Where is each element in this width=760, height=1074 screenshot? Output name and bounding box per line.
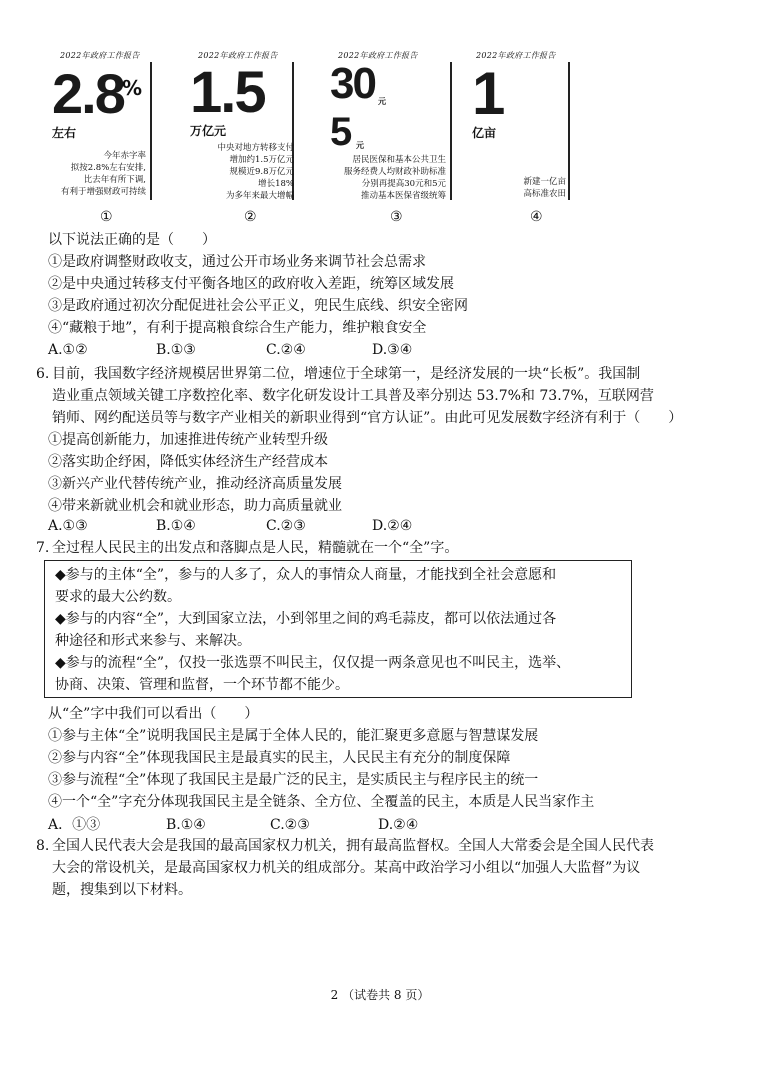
box-line-6: 协商、决策、管理和监督，一个环节都不能少。	[55, 677, 349, 693]
card-big-suffix: 元	[378, 97, 386, 106]
infographic-card-3	[328, 50, 456, 202]
card-unit: 左右	[52, 126, 77, 140]
card-big-number: 30	[330, 59, 375, 108]
card-label-4: ④	[530, 209, 543, 225]
q6-option-a[interactable]: A.①③	[48, 518, 88, 534]
card-header: 2022年政府工作报告	[476, 51, 556, 60]
q5-item-2: ②是中央通过转移支付平衡各地区的政府收入差距，统筹区域发展	[48, 276, 454, 292]
card-big-number: 2.8	[52, 62, 124, 125]
q8-stem-line-2: 大会的常设机关，是最高国家权力机关的组成部分。某高中政治学习小组以“加强人大监督”为议	[52, 860, 641, 876]
q7-ask: 从“全”字中我们可以看出（ ）	[48, 706, 259, 722]
q7-material-box	[44, 560, 632, 698]
q6-item-2: ②落实助企纾困，降低实体经济生产经营成本	[48, 454, 328, 470]
infographic-card-4	[470, 50, 576, 202]
q5-stem: 以下说法正确的是（ ）	[48, 232, 216, 248]
card-description: 居民医保和基本公共卫生 服务经费人均财政补助标准 分别再提高30元和5元 推动基本医保省级统筹	[343, 155, 446, 201]
q6-number: 6.	[36, 366, 50, 382]
card-big-number: 1	[472, 60, 504, 127]
card-header: 2022年政府工作报告	[338, 51, 418, 60]
box-line-2: 要求的最大公约数。	[55, 589, 181, 605]
q7-number: 7.	[36, 540, 50, 556]
q7-options	[48, 814, 418, 834]
card-big-number: 1.5	[190, 60, 265, 125]
card-description: 新建一亿亩 高标准农田	[523, 177, 566, 199]
q5-item-1: ①是政府调整财政收支，通过公开市场业务来调节社会总需求	[48, 254, 426, 270]
q8-stem-line-3: 题，搜集到以下材料。	[52, 882, 192, 898]
page-footer: 2 （试卷共 8 页）	[330, 988, 430, 1002]
card-label-3: ③	[390, 209, 403, 225]
infographic-card-2	[188, 50, 300, 202]
infographic-card-1	[52, 50, 158, 202]
q6-item-4: ④带来新就业机会和就业形态，助力高质量就业	[48, 498, 342, 514]
card-unit: 亿亩	[472, 126, 497, 140]
q5-option-b[interactable]: B.①③	[156, 342, 196, 358]
q5-options	[48, 342, 412, 358]
q7-stem: 全过程人民民主的出发点和落脚点是人民，精髓就在一个“全”字。	[52, 540, 459, 556]
q6-option-c[interactable]: C.②③	[266, 518, 306, 534]
q5-option-d[interactable]: D.③④	[372, 342, 413, 358]
q6-item-1: ①提高创新能力，加速推进传统产业转型升级	[48, 432, 328, 448]
q7-option-a[interactable]: A．①③	[48, 817, 101, 833]
q5-option-c[interactable]: C.②④	[266, 342, 306, 358]
q5-item-4: ④“藏粮于地”，有利于提高粮食综合生产能力，维护粮食安全	[48, 320, 427, 336]
card-description: 今年赤字率 拟按2.8%左右安排, 比去年有所下调, 有利于增强财政可持续	[60, 151, 146, 197]
box-line-1: ◆参与的主体“全”，参与的人多了，众人的事情众人商量，才能找到全社会意愿和	[55, 567, 557, 583]
card-divider	[450, 62, 452, 200]
card-divider	[568, 62, 570, 200]
card-unit: 万亿元	[190, 124, 227, 138]
q7-option-c[interactable]: C.②③	[270, 817, 310, 833]
card-header: 2022年政府工作报告	[198, 51, 278, 60]
q6-stem-line-3: 销师、网约配送员等与数字产业相关的新职业得到“官方认证”。由此可见发展数字经济有利于（ ）	[52, 410, 683, 426]
q6-option-d[interactable]: D.②④	[372, 518, 413, 534]
card-label-1: ①	[100, 209, 113, 225]
q6-stem-line-2: 造业重点领域关键工序数控化率、数字化研发设计工具普及率分别达 53.7%和 73.7%，互联网营	[52, 388, 654, 404]
card-big-suffix: %	[122, 76, 143, 100]
q6-option-b[interactable]: B.①④	[156, 518, 196, 534]
card-big-suffix-2: 元	[356, 141, 364, 150]
box-line-5: ◆参与的流程“全”，仅投一张选票不叫民主，仅仅提一两条意见也不叫民主，选举、	[55, 655, 571, 671]
q6-item-3: ③新兴产业代替传统产业，推动经济高质量发展	[48, 476, 342, 492]
q6-options	[48, 518, 412, 534]
q7-item-1: ①参与主体“全”说明我国民主是属于全体人民的，能汇聚更多意愿与智慧谋发展	[48, 728, 539, 744]
card-big-number-2: 5	[330, 110, 351, 154]
q5-option-a[interactable]: A.①②	[48, 342, 88, 358]
card-header: 2022年政府工作报告	[60, 51, 140, 60]
q7-item-2: ②参与内容“全”体现我国民主是最真实的民主，人民民主有充分的制度保障	[48, 750, 511, 766]
card-divider	[150, 62, 152, 200]
q5-item-3: ③是政府通过初次分配促进社会公平正义，兜民生底线、织安全密网	[48, 298, 468, 314]
q8-stem-line-1: 全国人民代表大会是我国的最高国家权力机关，拥有最高监督权。全国人大常委会是全国人民代表	[52, 838, 654, 854]
q6-stem-line-1: 目前，我国数字经济规模居世界第二位，增速位于全球第一，是经济发展的一块“长板”。我国制	[52, 366, 641, 382]
q8-number: 8.	[36, 838, 50, 854]
card-label-2: ②	[244, 209, 257, 225]
card-description: 中央对地方转移支付 增加约1.5万亿元 规模近9.8万亿元 增长18% 为多年来最大增幅	[217, 143, 294, 201]
box-line-3: ◆参与的内容“全”，大到国家立法，小到邻里之间的鸡毛蒜皮，都可以依法通过各	[55, 611, 557, 627]
q7-option-d[interactable]: D.②④	[378, 817, 419, 833]
q7-item-3: ③参与流程“全”体现了我国民主是最广泛的民主，是实质民主与程序民主的统一	[48, 772, 539, 788]
q7-item-4: ④一个“全”字充分体现我国民主是全链条、全方位、全覆盖的民主，本质是人民当家作主	[48, 794, 595, 810]
box-line-4: 种途径和形式来参与、来解决。	[55, 633, 251, 649]
q7-option-b[interactable]: B.①④	[166, 817, 206, 833]
